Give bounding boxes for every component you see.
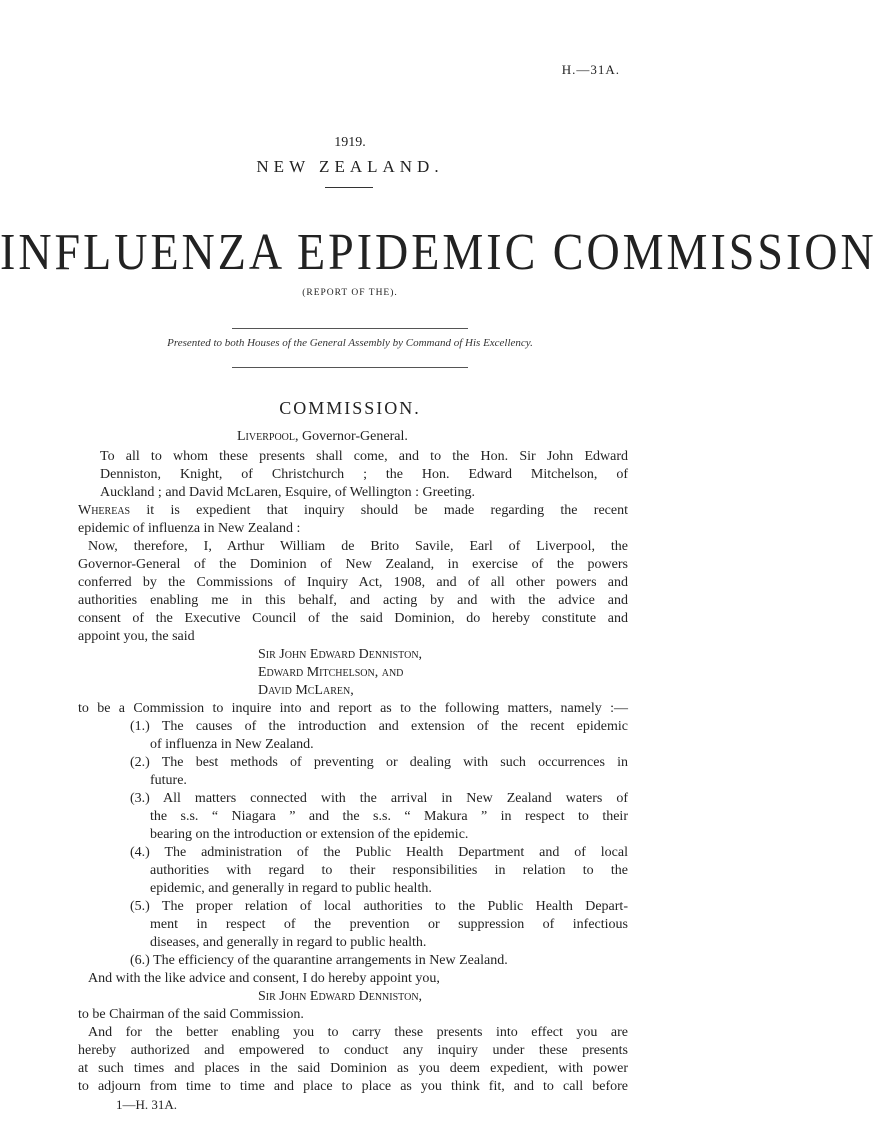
- body-line: to be a Commission to inquire into and report as to the following matters, namely :—: [78, 701, 628, 716]
- body-line: [78, 503, 628, 518]
- body-line: to adjourn from time to time and place to place as you think fit, and to call before: [78, 1079, 628, 1094]
- list-item: epidemic, and generally in regard to public health.: [150, 881, 432, 896]
- body-line: Denniston, Knight, of Christchurch ; the Hon. Edward Mitchelson, of: [100, 467, 628, 482]
- body-line: To all to whom these presents shall come, and to the Hon. Sir John Edward: [100, 449, 628, 464]
- list-item: (1.) The causes of the introduction and extension of the recent epidemic: [130, 719, 628, 734]
- presented-note: Presented to both Houses of the General Assembly by Command of His Excellency.: [167, 337, 533, 349]
- year: 1919.: [334, 135, 366, 150]
- body-line: epidemic of influenza in New Zealand :: [78, 521, 301, 536]
- list-item: authorities with regard to their responsibilities in relation to the: [150, 863, 628, 878]
- divider: [232, 367, 468, 368]
- body-line: And with the like advice and consent, I do hereby appoint you,: [88, 971, 440, 986]
- whereas: Whereas: [78, 503, 131, 518]
- signature-name: Liverpool: [237, 429, 295, 444]
- page-footer: 1—H. 31A.: [116, 1097, 178, 1112]
- signature-line: [237, 429, 408, 444]
- list-item: ment in respect of the prevention or suppression of infectious: [150, 917, 628, 932]
- list-item: (2.) The best methods of preventing or dealing with such occurrences in: [130, 755, 628, 770]
- body-line: hereby authorized and empowered to conduct any inquiry under these presents: [78, 1043, 628, 1058]
- document-title: INFLUENZA EPIDEMIC COMMISSION: [0, 222, 877, 281]
- country: NEW ZEALAND.: [256, 157, 444, 176]
- chairman-name: Sir John Edward Denniston,: [258, 989, 423, 1004]
- divider: [325, 187, 373, 188]
- list-item: bearing on the introduction or extension of the epidemic.: [150, 827, 469, 842]
- body-line: authorities enabling me in this behalf, and acting by and with the advice and: [78, 593, 628, 608]
- commissioner-name: David McLaren,: [258, 683, 354, 698]
- list-item: the s.s. “ Niagara ” and the s.s. “ Makura ” in respect to their: [150, 809, 628, 824]
- signature-title: , Governor-General.: [295, 429, 408, 444]
- list-item: of influenza in New Zealand.: [150, 737, 314, 752]
- body-text: it is expedient that inquiry should be made regarding the recent: [130, 503, 628, 518]
- list-item: (5.) The proper relation of local authorities to the Public Health Depart-: [130, 899, 628, 914]
- body-line: consent of the Executive Council of the said Dominion, do hereby constitute and: [78, 611, 628, 626]
- body-line: And for the better enabling you to carry these presents into effect you are: [88, 1025, 628, 1040]
- list-item: future.: [150, 773, 187, 788]
- body-line: at such times and places in the said Dominion as you deem expedient, with power: [78, 1061, 628, 1076]
- commissioner-name: Edward Mitchelson, and: [258, 665, 404, 680]
- body-line: conferred by the Commissions of Inquiry Act, 1908, and of all other powers and: [78, 575, 628, 590]
- body-line: Now, therefore, I, Arthur William de Brito Savile, Earl of Liverpool, the: [88, 539, 628, 554]
- commissioner-name: Sir John Edward Denniston,: [258, 647, 423, 662]
- body-line: to be Chairman of the said Commission.: [78, 1007, 304, 1022]
- body-line: appoint you, the said: [78, 629, 195, 644]
- body-line: Governor-General of the Dominion of New Zealand, in exercise of the powers: [78, 557, 628, 572]
- body-line: Auckland ; and David McLaren, Esquire, of Wellington : Greeting.: [100, 485, 475, 500]
- document-reference: H.—31A.: [561, 62, 620, 77]
- list-item: (6.) The efficiency of the quarantine arrangements in New Zealand.: [130, 953, 508, 968]
- document-subtitle: (REPORT OF THE).: [302, 288, 398, 298]
- divider: [232, 328, 468, 329]
- list-item: (3.) All matters connected with the arrival in New Zealand waters of: [130, 791, 628, 806]
- section-heading: COMMISSION.: [279, 398, 421, 418]
- list-item: diseases, and generally in regard to public health.: [150, 935, 427, 950]
- list-item: (4.) The administration of the Public Health Department and of local: [130, 845, 628, 860]
